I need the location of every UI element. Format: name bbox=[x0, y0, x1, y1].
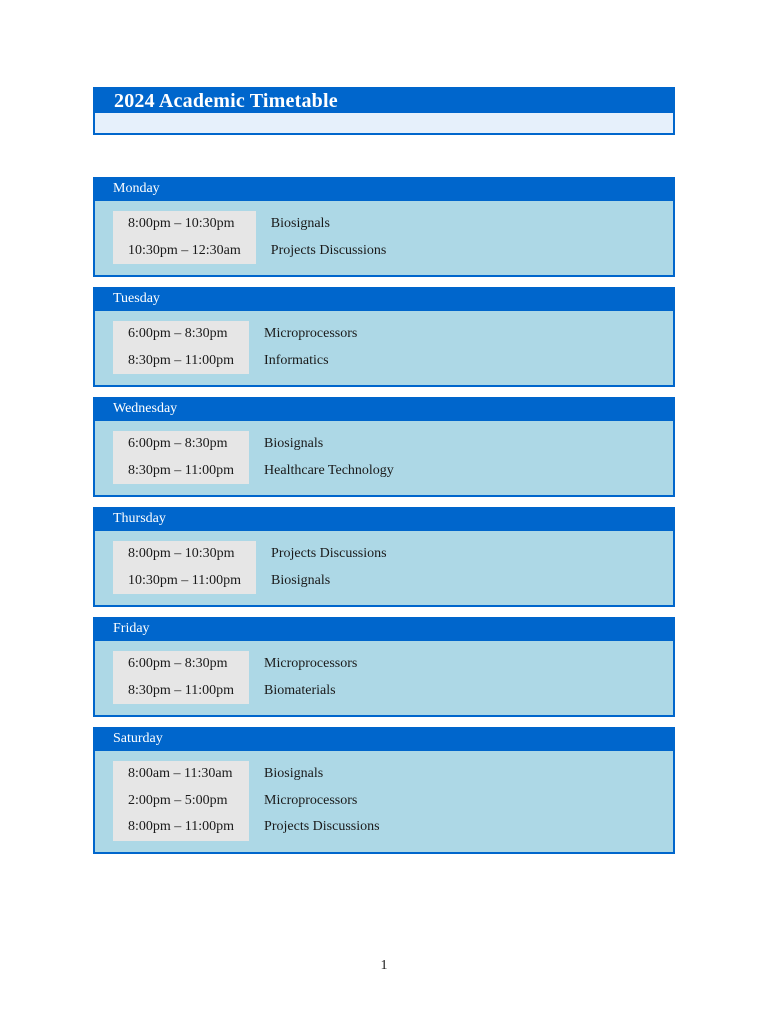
time-column bbox=[113, 431, 249, 484]
day-card-friday bbox=[93, 617, 675, 717]
day-header: Tuesday bbox=[95, 289, 673, 311]
day-card-saturday bbox=[93, 727, 675, 854]
time-slot: 8:30pm – 11:00pm bbox=[128, 462, 235, 478]
timetable-title-box bbox=[93, 87, 675, 135]
day-card-thursday bbox=[93, 507, 675, 607]
time-slot: 8:30pm – 11:00pm bbox=[128, 352, 235, 368]
day-header: Wednesday bbox=[95, 399, 673, 421]
day-schedule bbox=[95, 751, 673, 852]
time-slot: 8:00pm – 10:30pm bbox=[128, 216, 235, 231]
time-column bbox=[113, 541, 256, 594]
subject-name: Biosignals bbox=[271, 572, 331, 588]
subject-name: Biosignals bbox=[264, 766, 324, 781]
day-schedule bbox=[95, 201, 673, 275]
subject-name: Biomaterials bbox=[264, 682, 336, 698]
subject-column bbox=[249, 761, 380, 841]
day-header: Thursday bbox=[95, 509, 673, 531]
day-schedule bbox=[95, 311, 673, 385]
day-card-wednesday bbox=[93, 397, 675, 497]
subject-column bbox=[256, 211, 387, 264]
subject-column bbox=[249, 321, 357, 374]
day-header: Monday bbox=[95, 179, 673, 201]
page-number: 1 bbox=[380, 958, 388, 973]
time-slot: 8:00pm – 11:00pm bbox=[128, 819, 235, 834]
day-header: Saturday bbox=[95, 729, 673, 751]
time-slot: 6:00pm – 8:30pm bbox=[128, 656, 228, 671]
subject-name: Microprocessors bbox=[264, 792, 358, 808]
time-slot: 6:00pm – 8:30pm bbox=[128, 326, 228, 341]
time-slot: 10:30pm – 12:30am bbox=[128, 242, 241, 258]
subject-name: Projects Discussions bbox=[270, 242, 387, 258]
time-column bbox=[113, 211, 256, 264]
time-slot: 2:00pm – 5:00pm bbox=[128, 792, 228, 808]
time-slot: 6:00pm – 8:30pm bbox=[128, 436, 228, 451]
subject-name: Informatics bbox=[264, 352, 329, 368]
time-column bbox=[113, 321, 249, 374]
day-card-monday bbox=[93, 177, 675, 277]
subject-name: Healthcare Technology bbox=[264, 462, 394, 478]
subject-column bbox=[249, 431, 394, 484]
subject-name: Projects Discussions bbox=[271, 546, 387, 561]
time-slot: 8:30pm – 11:00pm bbox=[128, 682, 235, 698]
time-slot: 10:30pm – 11:00pm bbox=[128, 572, 242, 588]
subject-name: Biosignals bbox=[264, 436, 324, 451]
subject-name: Projects Discussions bbox=[264, 819, 380, 834]
time-column bbox=[113, 651, 249, 704]
subject-column bbox=[256, 541, 387, 594]
day-schedule bbox=[95, 421, 673, 495]
day-header: Friday bbox=[95, 619, 673, 641]
day-schedule bbox=[95, 531, 673, 605]
subject-name: Biosignals bbox=[270, 216, 330, 231]
day-card-tuesday bbox=[93, 287, 675, 387]
page-title: 2024 Academic Timetable bbox=[95, 89, 673, 113]
subject-column bbox=[249, 651, 357, 704]
day-schedule bbox=[95, 641, 673, 715]
time-column bbox=[113, 761, 249, 841]
day-list bbox=[93, 177, 675, 864]
time-slot: 8:00pm – 10:30pm bbox=[128, 546, 235, 561]
subject-name: Microprocessors bbox=[264, 326, 358, 341]
subject-name: Microprocessors bbox=[264, 656, 358, 671]
time-slot: 8:00am – 11:30am bbox=[128, 766, 233, 781]
